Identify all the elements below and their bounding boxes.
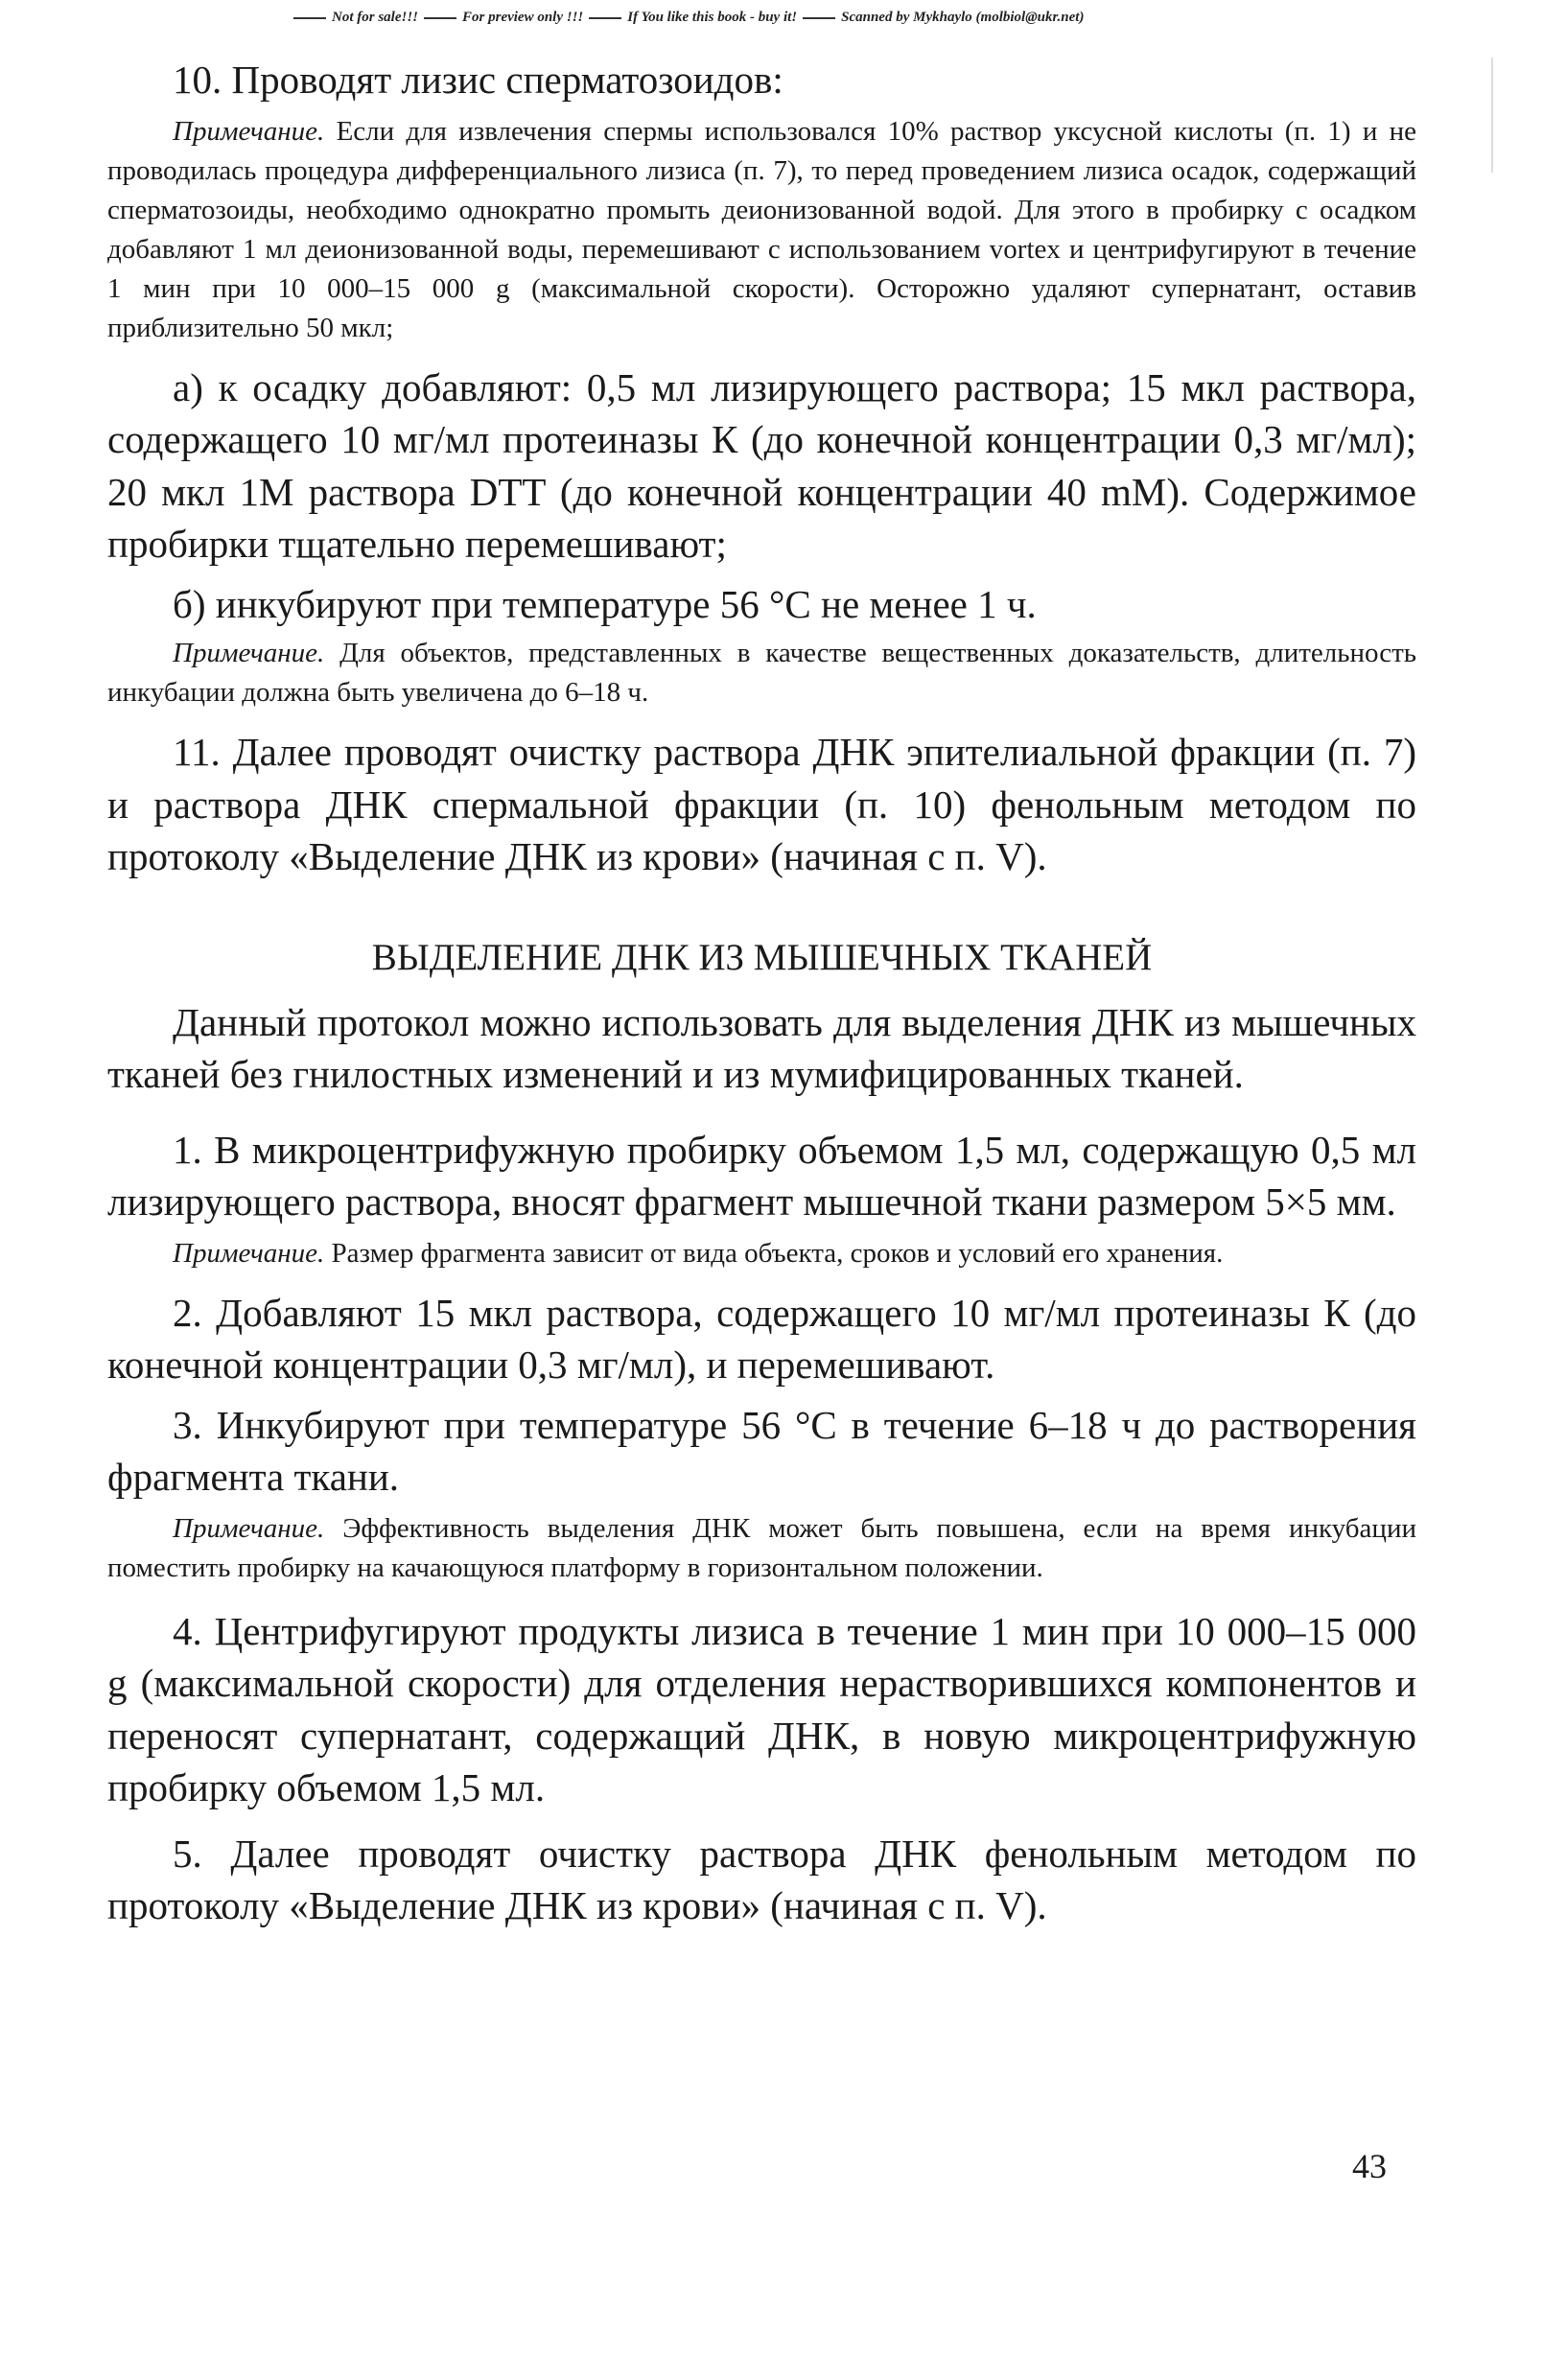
scanner-watermark <box>288 10 1295 26</box>
note-text: Если для извлечения спермы использовался 10% раствор уксусной кислоты (п. 1) и не проводилась процедура дифференциального лизиса (п. 7), то перед проведением лизиса осадок, содержащий сперматозоиды, необходимо однократно промыть деионизованной водой. Для этого в пробирку с осадком добавляют 1 мл деионизованной воды, перемешивают с использованием vortex и центрифугируют в течение 1 мин при 10 000–15 000 g (максимальной скорости). Осторожно удаляют супернатант, оставив приблизительно 50 мкл; <box>107 115 1416 343</box>
note-text: Размер фрагмента зависит от вида объекта, сроков и условий его хранения. <box>324 1237 1224 1269</box>
note-paragraph <box>107 1234 1416 1273</box>
scan-margin-shadow <box>1491 58 1493 173</box>
paragraph-intro: Данный протокол можно использовать для выделения ДНК из мышечных тканей без гнилостных изменений и из мумифицированных тканей. <box>107 999 1416 1096</box>
paragraph-item-10: 10. Проводят лизис сперматозоидов: <box>173 58 783 102</box>
paragraph-item-10a: а) к осадку добавляют: 0,5 мл лизирующего раствора; 15 мкл раствора, содержащего 10 мг/мл протеиназы К (до конечной концентрации 0,3 мг/мл); 20 мкл 1М раствора DTT (до конечной концентрации 40 mM). Содержимое пробирки тщательно перемешивают; <box>107 364 1416 566</box>
watermark-divider <box>293 17 326 19</box>
note-label: Примечание. <box>173 115 325 147</box>
paragraph-item-10b: б) инкубируют при температуре 56 °С не менее 1 ч. <box>173 581 1037 626</box>
watermark-text: If You like this book - buy it! <box>627 10 798 25</box>
paragraph-step-2: 2. Добавляют 15 мкл раствора, содержащего 10 мг/мл протеиназы К (до конечной концентрации 0,3 мг/мл), и перемешивают. <box>107 1290 1416 1387</box>
watermark-divider <box>803 17 835 19</box>
note-paragraph <box>107 634 1416 712</box>
watermark-divider <box>424 17 456 19</box>
note-label: Примечание. <box>173 1237 325 1269</box>
note-label: Примечание. <box>173 638 325 668</box>
note-paragraph <box>107 112 1416 348</box>
paragraph-step-3: 3. Инкубируют при температуре 56 °С в течение 6–18 ч до растворения фрагмента ткани. <box>107 1402 1416 1499</box>
watermark-text: For preview only !!! <box>462 10 584 25</box>
note-label: Примечание. <box>173 1512 325 1544</box>
paragraph-step-1: 1. В микроцентрифужную пробирку объемом 1,5 мл, содержащую 0,5 мл лизирующего раствора, вносят фрагмент мышечной ткани размером 5×5 мм. <box>107 1127 1416 1224</box>
watermark-text: Scanned by Mykhaylo (molbiol@ukr.net) <box>841 10 1085 25</box>
section-heading: ВЫДЕЛЕНИЕ ДНК ИЗ МЫШЕЧНЫХ ТКАНЕЙ <box>371 936 1153 978</box>
paragraph-item-11: 11. Далее проводят очистку раствора ДНК эпителиальной фракции (п. 7) и раствора ДНК спермальной фракции (п. 10) фенольным методом по протоколу «Выделение ДНК из крови» (начиная с п. V). <box>107 730 1416 878</box>
page-body <box>107 54 1416 1932</box>
watermark-text: Not for sale!!! <box>332 10 419 25</box>
note-paragraph <box>107 1509 1416 1588</box>
paragraph-step-4: 4. Центрифугируют продукты лизиса в течение 1 мин при 10 000–15 000 g (максимальной скорости) для отделения нерастворившихся компонентов и переносят супернатант, содержащий ДНК, в новую микроцентрифужную пробирку объемом 1,5 мл. <box>107 1608 1416 1809</box>
paragraph-step-5: 5. Далее проводят очистку раствора ДНК фенольным методом по протоколу «Выделение ДНК из крови» (начиная с п. V). <box>107 1831 1416 1927</box>
page-number: 43 <box>1352 2147 1387 2185</box>
watermark-divider <box>589 17 621 19</box>
note-text: Эффективность выделения ДНК может быть повышена, если на время инкубации поместить пробирку на качающуюся платформу в горизонтальном положении. <box>107 1512 1416 1583</box>
note-text: Для объектов, представленных в качестве вещественных доказательств, длительность инкубации должна быть увеличена до 6–18 ч. <box>107 638 1416 708</box>
